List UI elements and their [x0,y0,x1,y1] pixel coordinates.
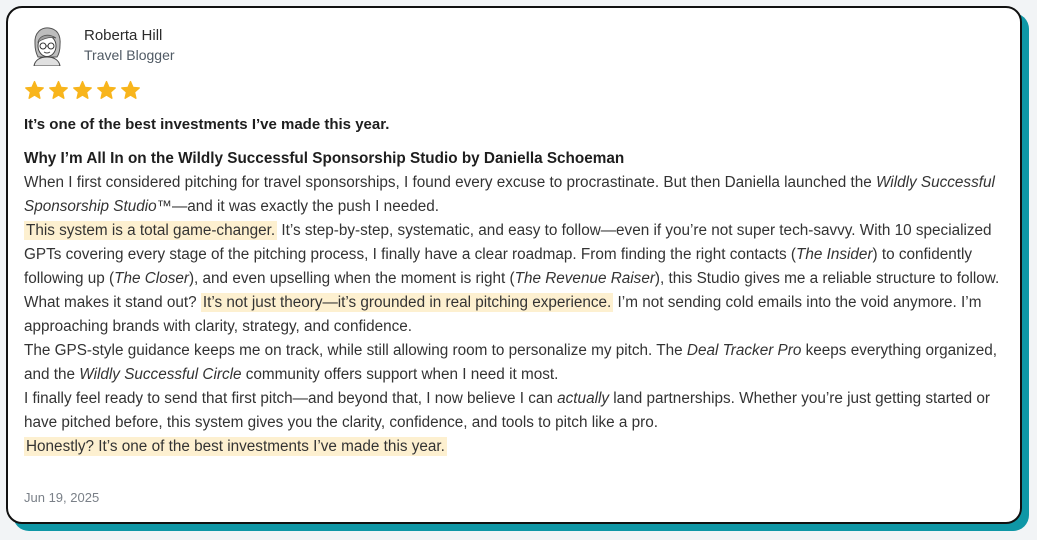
review-body [24,147,1014,459]
highlight-text: Honestly? It’s one of the best investments I’ve made this year. [26,438,445,455]
review-card [6,6,1022,524]
review-paragraph-3: What makes it stand out? It’s not just theory—it’s grounded in real pitching experience. I’m not sending cold emails into the void anymore. I’m approaching brands with clarity, strategy, and confidence. [24,294,982,335]
reviewer-header [26,24,175,66]
review-paragraph-2: This system is a total game-changer. It’s step-by-step, systematic, and easy to follow—even if you’re not super tech-savvy. With 10 specialized GPTs covering every stage of the pitching process, I finally have a clear roadmap. From finding the right contacts (The Insider) to confidently following up (The Closer), and even upselling when the moment is right (The Revenue Raiser), this Studio gives me a reliable structure to follow. [24,222,1000,287]
review-subtitle: Why I’m All In on the Wildly Successful Sponsorship Studio by Daniella Schoeman [24,150,625,167]
review-paragraph-5: I finally feel ready to send that first pitch—and beyond that, I now believe I can actually land partnerships. Whether you’re just getting started or have pitched before, this system gives you the clarity, confidence, and tools to pitch like a pro. [24,390,990,431]
star-icon [24,80,45,101]
review-date: Jun 19, 2025 [24,490,100,505]
review-paragraph-4: The GPS-style guidance keeps me on track, while still allowing room to personalize my pitch. The Deal Tracker Pro keeps everything organized, and the Wildly Successful Circle community offers support when I need it most. [24,342,997,383]
review-card-wrapper [6,6,1022,524]
review-paragraph-1: When I first considered pitching for travel sponsorships, I found every excuse to procrastinate. But then Daniella launched the Wildly Successful Sponsorship Studio™—and it was exactly the push I needed. [24,174,995,215]
highlight-text: It’s not just theory—it’s grounded in real pitching experience. [202,294,612,311]
star-icon [48,80,69,101]
star-icon [72,80,93,101]
review-paragraph-6 [24,435,1014,459]
reviewer-role: Travel Blogger [84,47,175,63]
avatar [26,24,68,66]
star-icon [96,80,117,101]
reviewer-name: Roberta Hill [84,27,163,44]
star-icon [120,80,141,101]
review-headline: It’s one of the best investments I’ve made this year. [24,116,390,133]
star-rating [24,80,141,101]
reviewer-info [84,26,175,64]
highlight-text: This system is a total game-changer. [26,222,276,239]
